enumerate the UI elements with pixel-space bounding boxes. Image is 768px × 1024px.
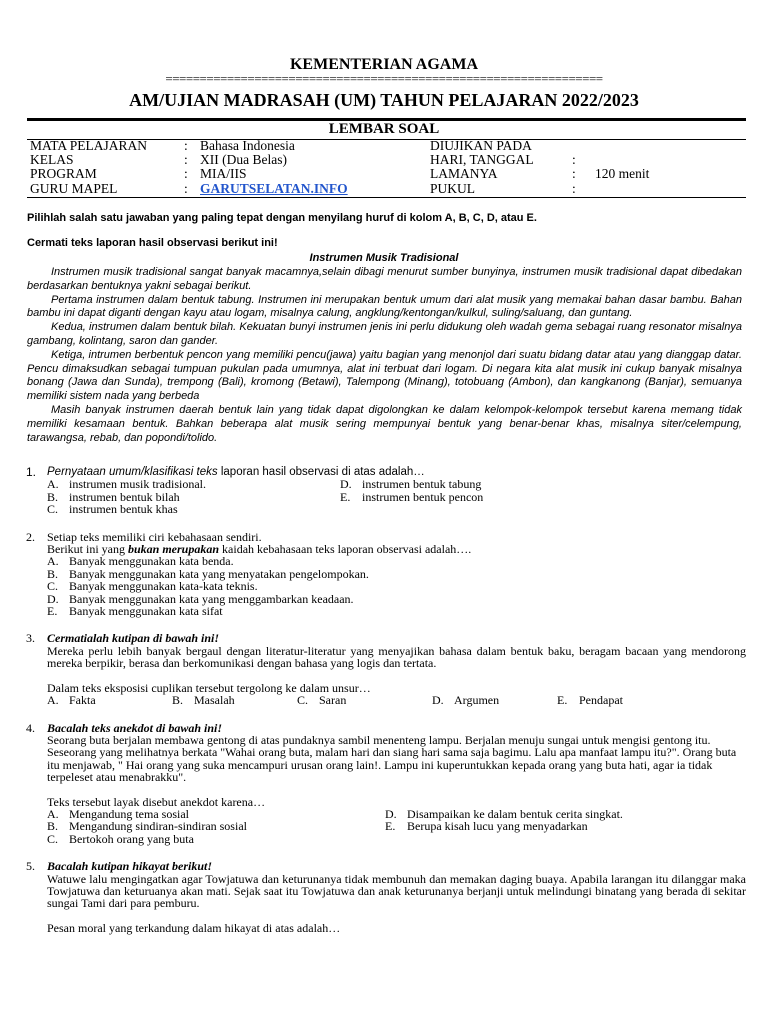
info-label: MATA PELAJARAN	[30, 138, 148, 153]
question-number: 3.	[26, 631, 35, 646]
option-c[interactable]: C. Saran	[297, 693, 347, 708]
stem-italic: Pernyataan umum/klasifikasi teks	[47, 466, 218, 478]
stem-rest: laporan hasil observasi di atas adalah…	[217, 466, 425, 478]
info-value: Bahasa Indonesia	[200, 138, 295, 153]
exam-info-table	[30, 139, 745, 196]
teacher-link[interactable]: GARUTSELATAN.INFO	[200, 180, 348, 196]
option-a[interactable]: A. Fakta	[47, 693, 96, 708]
option-c[interactable]: C. Bertokoh orang yang buta	[47, 831, 194, 846]
question-heading: Bacalah teks anekdot di bawah ini!	[47, 720, 223, 735]
separator-line: ================================================================	[165, 71, 603, 86]
passage-paragraph: Instrumen musik tradisional sangat banyak macamnya,selain dibagi menurut sumber bunyinya, instrumen musik tradisional dapat dibedakan berdasarkan bentuknya yakni sebagai berikut.	[27, 266, 742, 292]
info-row	[30, 153, 745, 167]
hikayat-text: Watuwe lalu mengingatkan agar Towjatuwa dan keturunanya tidak membunuh dan memakan daging buaya. Apabila larangan itu dilanggar maka Towjatuwa dan keturuanya akan mati. Sejak saat itu Towjatuwa dan anak keturunanya berjanji untuk melindungi binatang yang berada di sekitar sungai Tami dari para pemburu.	[47, 871, 746, 911]
option-c[interactable]: C. instrumen bentuk khas	[47, 502, 178, 517]
question-heading: Cermatialah kutipan di bawah ini!	[47, 631, 220, 646]
question-stem: Berikut ini yang bukan merupakan kaidah kebahasaan teks laporan observasi adalah….	[47, 542, 472, 557]
general-instruction: Pilihlah salah satu jawaban yang paling tepat dengan menyilang huruf di kolom A, B, C, D, atau E.	[27, 212, 537, 224]
question-number: 1.	[26, 465, 37, 479]
question-number: 4.	[26, 720, 35, 735]
info-row	[30, 139, 745, 153]
info-colon: :	[184, 138, 188, 153]
info-label-right: DIUJIKAN PADA	[430, 138, 532, 153]
sheet-title: LEMBAR SOAL	[328, 121, 440, 137]
info-value-right: 120 menit	[595, 166, 650, 182]
option-a[interactable]: A. Banyak menggunakan kata benda.	[47, 554, 234, 569]
info-label-right: HARI, TANGGAL	[430, 152, 534, 168]
info-value: XII (Dua Belas)	[200, 152, 287, 168]
read-instruction: Cermati teks laporan hasil observasi berikut ini!	[27, 237, 278, 249]
info-label-right: LAMANYA	[430, 166, 498, 182]
question-intro: Setiap teks memiliki ciri kebahasaan sendiri.	[47, 529, 262, 544]
info-label-right: PUKUL	[430, 180, 476, 196]
options	[47, 478, 746, 515]
option-e[interactable]: E. Berupa kisah lucu yang menyadarkan	[385, 819, 588, 834]
passage-paragraph: Masih banyak instrumen daerah bentuk lain yang tidak dapat digolongkan ke dalam kelompok-kelompok tersebut karena memang tidak memiliki kesamaan bentuk. Bahkan beberapa alat musik sering mempunyai bentuk yang benar-benar khas, misalnya siter/celempung, tarawangsa, rebab, dan popondi/tolido.	[27, 403, 742, 444]
question-stem: Dalam teks eksposisi cuplikan tersebut tergolong ke dalam unsur…	[47, 680, 371, 695]
question-stem: Pesan moral yang terkandung dalam hikayat di atas adalah…	[47, 920, 341, 935]
info-row	[30, 167, 745, 181]
option-e[interactable]: E. instrumen bentuk pencon	[340, 489, 484, 504]
question-5	[26, 860, 746, 934]
info-row	[30, 182, 745, 196]
option-b[interactable]: B. instrumen bentuk bilah	[47, 489, 180, 504]
question-heading: Bacalah kutipan hikayat berikut!	[47, 859, 213, 874]
option-d[interactable]: D. Argumen	[432, 693, 500, 708]
option-a[interactable]: A. Mengandung tema sosial	[47, 806, 189, 821]
option-e[interactable]: E. Pendapat	[557, 693, 623, 708]
info-colon: :	[184, 166, 188, 182]
exam-title: AM/UJIAN MADRASAH (UM) TAHUN PELAJARAN 2022/2023	[129, 90, 639, 110]
option-b[interactable]: B. Banyak menggunakan kata yang menyatakan pengelompokan.	[47, 566, 369, 581]
option-a[interactable]: A. instrumen musik tradisional.	[47, 477, 206, 492]
option-d[interactable]: D. instrumen bentuk tabung	[340, 477, 482, 492]
observation-passage	[27, 266, 742, 445]
info-value: MIA/IIS	[200, 166, 247, 182]
question-list	[26, 466, 746, 949]
stem-emphasis: bukan merupakan	[128, 542, 220, 557]
passage-paragraph: Pertama instrumen dalam bentuk tabung. Instrumen ini merupakan bentuk umum dari alat musik yang memakai bahan dasar bambu. Bahan bambu ini dapat diganti dengan kayu atau logam, misalnya calung, angklung/kentongan/kulkul, suling/saluang, dan guntang.	[27, 293, 742, 320]
passage-paragraph: Kedua, instrumen dalam bentuk bilah. Kekuatan bunyi instrumen jenis ini perlu didukung oleh wadah gema sebagai ruang resonator misalnya gambang, kolintang, saron dan gander.	[27, 321, 742, 347]
ministry-title: KEMENTERIAN AGAMA	[289, 56, 478, 73]
question-excerpt: Mereka perlu lebih banyak bergaul dengan literatur-literatur yang menyajikan bahasa dalam bentuk baku, beragam bacaan yang mendorong mereka berpikir, berasa dan berkomunikasi dengan bahasa yang logis dan tertata.	[47, 643, 746, 671]
question-stem: Teks tersebut layak disebut anekdot karena…	[47, 794, 266, 809]
question-number: 2.	[26, 529, 35, 544]
option-b[interactable]: B. Mengandung sindiran-sindiran sosial	[47, 819, 247, 834]
info-label: KELAS	[30, 152, 74, 168]
option-d[interactable]: D. Disampaikan ke dalam bentuk cerita singkat.	[385, 806, 623, 821]
option-d[interactable]: D. Banyak menggunakan kata yang menggambarkan keadaan.	[47, 591, 354, 606]
info-colon: :	[184, 180, 188, 196]
info-colon-right: :	[572, 180, 576, 196]
question-number: 5.	[26, 859, 35, 874]
question-3	[26, 632, 746, 706]
info-colon-right: :	[572, 166, 576, 182]
question-1	[26, 466, 746, 516]
options	[47, 808, 746, 845]
passage-title: Instrumen Musik Tradisional	[309, 252, 459, 264]
options	[47, 694, 746, 706]
passage-paragraph: Ketiga, intrumen berbentuk pencon yang memiliki pencu(jawa) yaitu bagian yang menonjol dari suatu bidang datar atau yang dianggap datar. Pencu dimaksudkan sebagai tumpuan pukulan pada umumnya, alat ini terbuat dari logam. Di negara kita alat musik ini cukup banyak misalnya bonang (Jawa dan Sunda), trempong (Bali), kromong (Betawi), Talempong (Minang), totobuang (Ambon), dan kangkanong (Banjar), semuanya memiliki sistem nada yang berbeda	[27, 348, 742, 403]
info-colon: :	[184, 152, 188, 168]
option-e[interactable]: E. Banyak menggunakan kata sifat	[47, 604, 223, 619]
info-label: PROGRAM	[30, 166, 97, 182]
info-label: GURU MAPEL	[30, 180, 118, 196]
question-2	[26, 531, 746, 618]
anecdote-text: Seorang buta berjalan membawa gentong di atas pundaknya sambil menenteng lampu. Berjalan menuju sungai untuk mengisi gentong itu. Seseorang yang melihatnya berkata "Wahai orang buta, malam hari dan siang hari sama saja bagimu. Lalu apa manfaat lampu itu?". Orang buta itu menjawab, " Hai orang yang suka mencampuri urusan orang lain!. Lampu ini kuperuntukkan kepada orang yang buta hati, agar ia tidak terpeleset atau menabrakku".	[47, 732, 737, 785]
info-colon-right: :	[572, 152, 576, 168]
option-b[interactable]: B. Masalah	[172, 693, 235, 708]
question-4	[26, 722, 746, 846]
header-bottom-divider	[27, 197, 746, 198]
option-c[interactable]: C. Banyak menggunakan kata-kata teknis.	[47, 579, 258, 594]
